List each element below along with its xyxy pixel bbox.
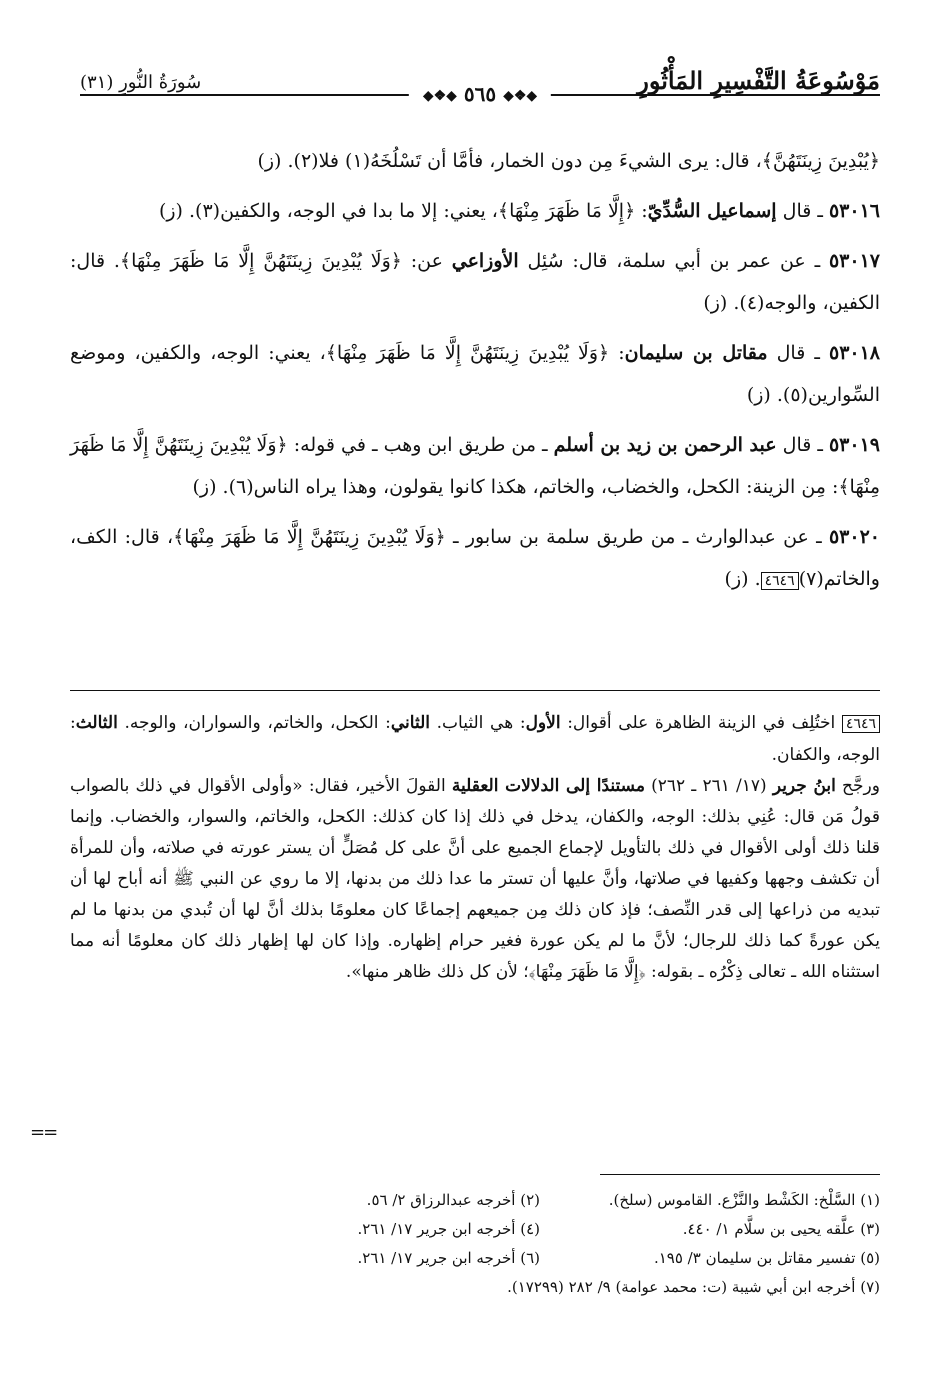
footnote-7: (٧) أخرجه ابن أبي شيبة (ت: محمد عوامة) ٩/ ٢٨٢ (١٧٢٩٩). [507, 1278, 880, 1296]
entry-53020 [70, 516, 880, 602]
entry-text: : ﴿إِلَّا مَا ظَهَرَ مِنْهَا﴾، يعني: إلا ما بدا في الوجه، والكفين(٣). (ز) [158, 200, 648, 222]
entry-text: ﴿يُبْدِينَ زِينَتَهُنَّ﴾، قال: يرى الشيءَ مِن دون الخمار، فأمَّا أن تَسْلُخَهُ(١) فلا(٢). (ز) [257, 150, 880, 172]
footnote-row [200, 1244, 880, 1273]
entry-number: ٥٣٠١٦ [828, 200, 880, 222]
footnote-2: (٢) أخرجه عبدالرزاق ٢/ ٥٦. [366, 1191, 540, 1209]
footnote-4: (٤) أخرجه ابن جرير ١٧/ ٢٦١. [357, 1220, 540, 1238]
entry-53018 [70, 332, 880, 416]
commentary-text: اختُلِف في الزينة الظاهرة على أقوال: [560, 713, 842, 733]
footnote-3: (٣) علَّقه يحيى بن سلَّام ١/ ٤٤٠. [682, 1220, 880, 1238]
entry-text: ـ عن عبدالوارث ـ من طريق سلمة بن سابور ـ ﴿وَلَا يُبْدِينَ زِينَتَهُنَّ إِلَّا مَا ظَهَرَ مِنْهَا﴾، قال: الكف، والخاتم(٧) [70, 526, 880, 590]
footnote-6: (٦) أخرجه ابن جرير ١٧/ ٢٦١. [357, 1249, 540, 1267]
continued-line [70, 140, 880, 182]
method-label: مستندًا إلى الدلالات العقلية [451, 776, 645, 796]
main-text [70, 140, 880, 610]
footnote-5: (٥) تفسير مقاتل بن سليمان ٣/ ١٩٥. [653, 1249, 880, 1267]
citation: (١٧/ ٢٦١ ـ ٢٦٢) [644, 776, 773, 796]
entry-number: ٥٣٠١٧ [828, 250, 880, 272]
entry-prefix: ـ قال [776, 434, 829, 456]
page-number: ٥٦٥ [463, 82, 497, 106]
commentary [70, 708, 880, 988]
author-name: ابنُ جرير [772, 776, 836, 796]
entry-prefix: ـ قال [767, 342, 829, 364]
entry-text: : ﴿وَلَا يُبْدِينَ زِينَتَهُنَّ إِلَّا مَا ظَهَرَ مِنْهَا﴾، يعني: الوجه، والكفين، وموضع السِّوارين(٥). (ز) [70, 342, 880, 406]
footnote-1: (١) السَّلْخ: الكَشْط والنَّزْع. القاموس (سلخ). [608, 1191, 880, 1209]
entry-number: ٥٣٠٢٠ [828, 526, 880, 548]
commentary-text: : الكحل، والخاتم، والسواران، والوجه. [117, 713, 391, 733]
entry-53017 [70, 240, 880, 324]
opinion-label: الثالث [75, 713, 118, 733]
footnote-separator [600, 1174, 880, 1175]
entry-prefix: ـ قال [776, 200, 829, 222]
footnote-row [200, 1273, 880, 1302]
commentary-separator [70, 690, 880, 691]
narrator-name: الأوزاعي [451, 250, 519, 272]
surah-title: سُورَةُ النُّورِ (٣١) [80, 72, 202, 93]
footnote-row [200, 1186, 880, 1215]
book-title: مَوْسُوعَةُ التَّفْسِيرِ المَأْثُورِ [637, 66, 880, 95]
entry-number: ٥٣٠١٨ [828, 342, 881, 364]
opinion-label: الأول [525, 713, 561, 733]
continuation-mark: == [30, 1122, 57, 1143]
commentary-ref-box: ٤٦٤٦ [842, 715, 880, 733]
commentary-text: ورجَّح [835, 776, 880, 796]
entry-number: ٥٣٠١٩ [828, 434, 880, 456]
entry-prefix: ـ عن عمر بن أبي سلمة، قال: سُئِل [518, 250, 829, 272]
ornament-left-icon: ◆❖◆ [422, 87, 457, 104]
commentary-text: : هي الثياب. [429, 713, 526, 733]
commentary-para-2 [70, 771, 880, 988]
commentary-para-1 [70, 708, 880, 771]
narrator-name: مقاتل بن سليمان [624, 342, 768, 364]
commentary-ref-box: ٤٦٤٦ [761, 572, 799, 590]
narrator-name: عبد الرحمن بن زيد بن أسلم [553, 434, 777, 456]
page-number-group [409, 82, 551, 106]
ornament-right-icon: ◆❖◆ [503, 87, 538, 104]
footnote-row [200, 1215, 880, 1244]
running-header [80, 60, 880, 110]
opinion-label: الثاني [390, 713, 430, 733]
entry-53016 [70, 190, 880, 232]
commentary-text: : الوجه، والكفان. [70, 713, 880, 765]
entry-text: عن: ﴿وَلَا يُبْدِينَ زِينَتَهُنَّ إِلَّا مَا ظَهَرَ مِنْهَا﴾. قال: الكفين، والوجه(٤). (ز) [70, 250, 880, 314]
commentary-text: القولَ الأخير، فقال: «وأولى الأقوال في ذلك بالصواب قولُ مَن قال: عُنِي بذلك: الوجه، والكفان، يدخل في ذلك إذا كان كذلك: الكحل، والخاتم، والسوار، والخضاب. وإنما قلنا ذلك أولى الأقوال في ذلك بالتأويل لإجماع الجميع على أنَّ على كل مُصَلٍّ أن يستر عورته في صلاته، وأن للمرأة أن تكشف وجهها وكفيها في صلاتها، وأنَّ عليها أن تستر ما عدا ذلك من بدنها، إلا ما روي عن النبي ﷺ أنه أباح لها أن تبديه من ذراعها إلى قدر النِّصف؛ فإذ كان ذلك مِن جميعهم إجماعًا كان معلومًا بذلك أنَّ لها أن تُبدي من بدنها ما لم يكن عورةً كما ذلك للرجال؛ لأنَّ ما لم يكن عورة فغير حرام إظهاره. وإذا كان لها إظهار ذلك كان معلومًا أنه مما استثناه الله ـ تعالى ذِكْرُه ـ بقوله: ﴿إِلَّا مَا ظَهَرَ مِنْهَا﴾؛ لأن كل ذلك ظاهر منها». [70, 776, 880, 982]
entry-53019 [70, 424, 880, 508]
entry-text: ـ من طريق ابن وهب ـ في قوله: ﴿وَلَا يُبْدِينَ زِينَتَهُنَّ إِلَّا مَا ظَهَرَ مِنْهَا﴾: مِن الزينة: الكحل، والخضاب، والخاتم، هكذا كانوا يقولون، وهذا يراه الناس(٦). (ز) [70, 434, 880, 498]
footnotes [200, 1186, 880, 1302]
narrator-name: إسماعيل السُّدِّيّ [647, 200, 777, 222]
entry-tail: . (ز) [724, 568, 761, 590]
